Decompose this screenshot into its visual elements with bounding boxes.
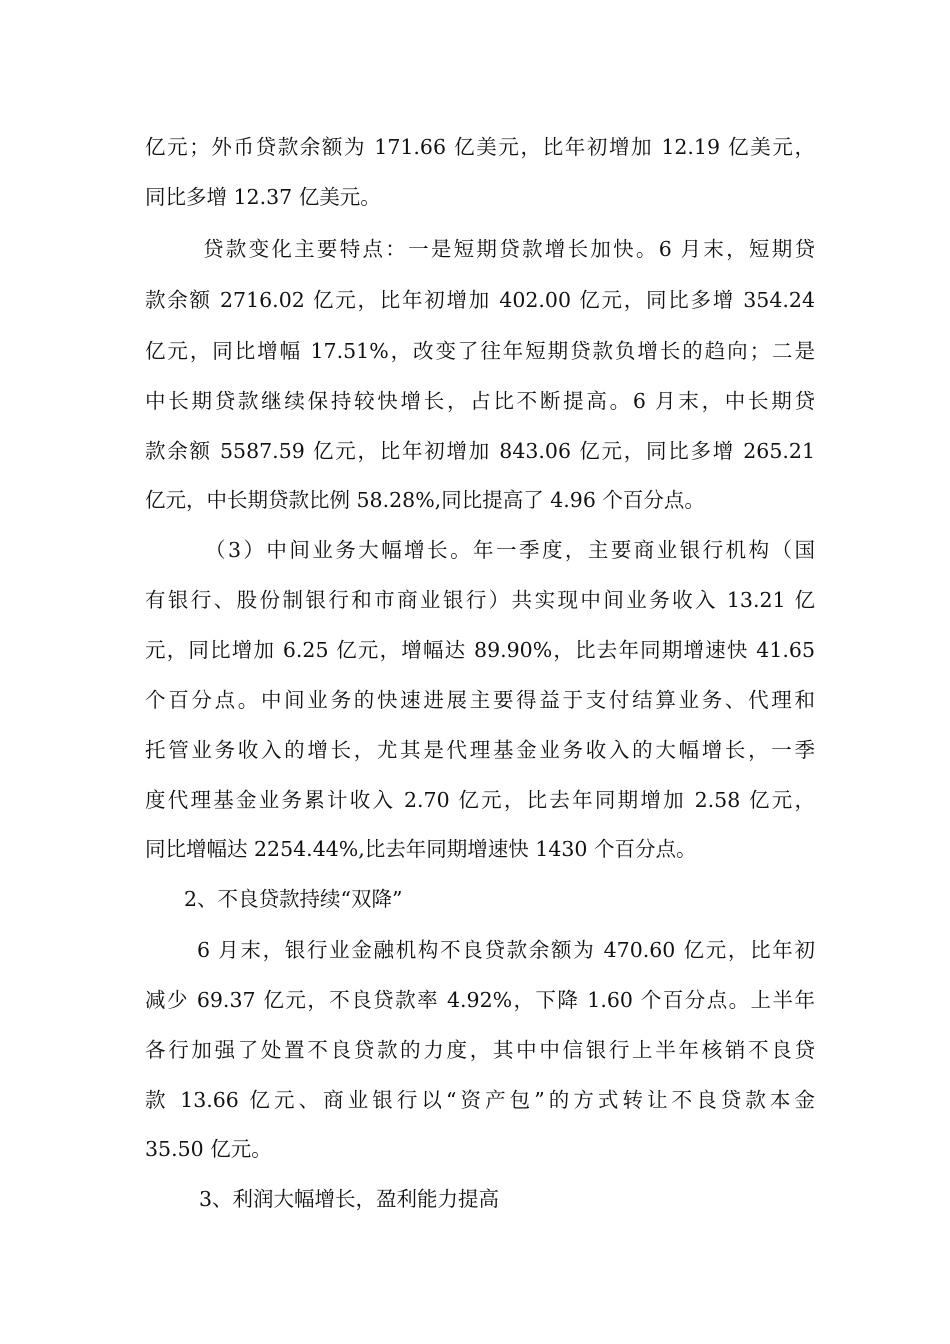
- paragraph-start-line: （3）中间业务大幅增长。年一季度，主要商业银行机构（国: [205, 538, 815, 562]
- text-line: 同比增幅达 2254.44%,比去年同期增速快 1430 个百分点。: [145, 837, 697, 861]
- text-line: 亿元，同比增幅 17.51%，改变了往年短期贷款负增长的趋向；二是: [145, 339, 815, 363]
- text-line: 个百分点。中间业务的快速进展主要得益于支付结算业务、代理和: [145, 688, 815, 712]
- text-line: 亿元，中长期贷款比例 58.28%,同比提高了 4.96 个百分点。: [145, 488, 705, 512]
- text-line: 度代理基金业务累计收入 2.70 亿元，比去年同期增加 2.58 亿元，: [145, 788, 815, 812]
- paragraph-start-line: 6 月末，银行业金融机构不良贷款余额为 470.60 亿元，比年初: [197, 938, 815, 962]
- text-line: 有银行、股份制银行和市商业银行）共实现中间业务收入 13.21 亿: [145, 588, 815, 612]
- text-line: 中长期贷款继续保持较快增长，占比不断提高。6 月末，中长期贷: [145, 389, 815, 413]
- text-line: 同比多增 12.37 亿美元。: [145, 185, 381, 209]
- text-line: 减少 69.37 亿元，不良贷款率 4.92%，下降 1.60 个百分点。上半年: [145, 988, 815, 1012]
- text-line: 亿元；外币贷款余额为 171.66 亿美元，比年初增加 12.19 亿美元，: [145, 135, 815, 159]
- text-line: 款余额 5587.59 亿元，比年初增加 843.06 亿元，同比多增 265.21: [145, 439, 815, 463]
- text-line: 托管业务收入的增长，尤其是代理基金业务收入的大幅增长，一季: [145, 738, 815, 762]
- section-heading: 3、利润大幅增长，盈利能力提高: [199, 1187, 500, 1211]
- section-heading: 2、不良贷款持续“双降”: [184, 887, 403, 911]
- text-line: 款余额 2716.02 亿元，比年初增加 402.00 亿元，同比多增 354.24: [145, 288, 815, 312]
- text-line: 35.50 亿元。: [145, 1137, 272, 1161]
- text-line: 各行加强了处置不良贷款的力度，其中中信银行上半年核销不良贷: [145, 1038, 815, 1062]
- text-line: 元，同比增加 6.25 亿元，增幅达 89.90%，比去年同期增速快 41.65: [145, 638, 815, 662]
- paragraph-start-line: 贷款变化主要特点：一是短期贷款增长加快。6 月末，短期贷: [203, 237, 815, 261]
- text-line: 款 13.66 亿元、商业银行以“资产包”的方式转让不良贷款本金: [145, 1088, 815, 1112]
